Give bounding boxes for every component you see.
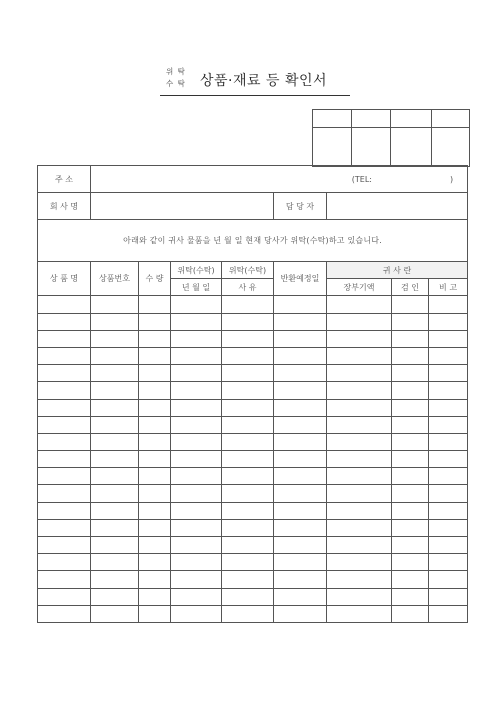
table-cell[interactable] — [392, 468, 429, 485]
table-cell[interactable] — [91, 537, 139, 554]
table-cell[interactable] — [91, 451, 139, 468]
table-cell[interactable] — [139, 451, 171, 468]
table-cell[interactable] — [429, 605, 468, 622]
table-cell[interactable] — [429, 537, 468, 554]
table-cell[interactable] — [222, 382, 274, 399]
table-cell[interactable] — [171, 588, 222, 605]
table-cell[interactable] — [429, 313, 468, 330]
table-cell[interactable] — [429, 330, 468, 347]
table-cell[interactable] — [91, 365, 139, 382]
table-cell[interactable] — [327, 296, 392, 313]
table-cell[interactable] — [38, 296, 91, 313]
table-cell[interactable] — [429, 554, 468, 571]
table-cell[interactable] — [38, 554, 91, 571]
address-label: 주 소 — [38, 166, 91, 193]
table-cell[interactable] — [171, 313, 222, 330]
table-cell[interactable] — [392, 365, 429, 382]
approval-sign-cell[interactable] — [391, 128, 432, 167]
table-cell[interactable] — [274, 519, 327, 536]
table-cell[interactable] — [171, 485, 222, 502]
table-cell[interactable] — [327, 382, 392, 399]
header-date-top: 위탁(수탁) — [171, 262, 222, 279]
table-cell[interactable] — [429, 519, 468, 536]
table-cell[interactable] — [392, 519, 429, 536]
table-cell[interactable] — [38, 605, 91, 622]
table-cell[interactable] — [91, 571, 139, 588]
table-cell[interactable] — [38, 485, 91, 502]
table-row — [38, 382, 468, 399]
table-cell[interactable] — [274, 347, 327, 364]
table-row — [38, 485, 468, 502]
header-ledger-value: 장부기액 — [327, 279, 392, 296]
declaration-text: 아래와 같이 귀사 물품을 년 월 일 현재 당사가 위탁(수탁)하고 있습니다. — [38, 220, 468, 262]
table-row — [38, 537, 468, 554]
table-cell[interactable] — [139, 485, 171, 502]
table-cell[interactable] — [38, 347, 91, 364]
table-cell[interactable] — [392, 296, 429, 313]
header-company-section: 귀 사 란 — [327, 262, 468, 279]
table-cell[interactable] — [429, 502, 468, 519]
company-row — [38, 193, 468, 220]
table-cell[interactable] — [91, 433, 139, 450]
table-cell[interactable] — [327, 347, 392, 364]
table-cell[interactable] — [392, 451, 429, 468]
table-cell[interactable] — [392, 502, 429, 519]
table-cell[interactable] — [38, 502, 91, 519]
table-cell[interactable] — [38, 365, 91, 382]
table-cell[interactable] — [139, 347, 171, 364]
table-row — [38, 330, 468, 347]
table-cell[interactable] — [139, 296, 171, 313]
table-cell[interactable] — [429, 382, 468, 399]
header-product-number: 상품번호 — [91, 262, 139, 296]
table-cell[interactable] — [222, 365, 274, 382]
table-cell[interactable] — [429, 399, 468, 416]
table-cell[interactable] — [327, 537, 392, 554]
table-body — [38, 296, 468, 623]
table-cell[interactable] — [91, 330, 139, 347]
table-cell[interactable] — [392, 313, 429, 330]
table-cell[interactable] — [274, 571, 327, 588]
table-cell[interactable] — [171, 468, 222, 485]
table-cell[interactable] — [38, 519, 91, 536]
contact-label: 담 당 자 — [274, 193, 327, 220]
header-row-1 — [38, 262, 468, 279]
table-cell[interactable] — [38, 399, 91, 416]
table-cell[interactable] — [327, 502, 392, 519]
header-return-date: 반환예정일 — [274, 262, 327, 296]
address-field[interactable] — [91, 166, 468, 193]
table-cell[interactable] — [222, 433, 274, 450]
table-cell[interactable] — [171, 330, 222, 347]
table-row — [38, 502, 468, 519]
table-cell[interactable] — [38, 537, 91, 554]
table-cell[interactable] — [392, 554, 429, 571]
table-cell[interactable] — [392, 382, 429, 399]
table-cell[interactable] — [91, 347, 139, 364]
table-cell[interactable] — [171, 519, 222, 536]
table-cell[interactable] — [38, 330, 91, 347]
title-stack-bottom: 수 탁 — [166, 79, 186, 88]
table-cell[interactable] — [222, 451, 274, 468]
table-cell[interactable] — [91, 519, 139, 536]
table-cell[interactable] — [327, 399, 392, 416]
table-cell[interactable] — [274, 313, 327, 330]
table-cell[interactable] — [274, 537, 327, 554]
table-cell[interactable] — [392, 433, 429, 450]
table-cell[interactable] — [139, 519, 171, 536]
table-cell[interactable] — [171, 537, 222, 554]
table-cell[interactable] — [327, 365, 392, 382]
table-cell[interactable] — [274, 485, 327, 502]
table-cell[interactable] — [274, 365, 327, 382]
table-cell[interactable] — [171, 433, 222, 450]
table-cell[interactable] — [222, 330, 274, 347]
approval-header-cell — [391, 110, 432, 128]
table-row — [38, 347, 468, 364]
table-cell[interactable] — [222, 502, 274, 519]
table-cell[interactable] — [222, 399, 274, 416]
table-cell[interactable] — [139, 365, 171, 382]
approval-header-row — [313, 110, 470, 128]
table-cell[interactable] — [274, 468, 327, 485]
table-row — [38, 296, 468, 313]
title-underline — [160, 95, 350, 96]
table-cell[interactable] — [222, 537, 274, 554]
table-cell[interactable] — [327, 519, 392, 536]
header-date-bottom: 년 월 일 — [171, 279, 222, 296]
table-cell[interactable] — [274, 502, 327, 519]
table-cell[interactable] — [327, 416, 392, 433]
table-cell[interactable] — [171, 451, 222, 468]
table-cell[interactable] — [222, 554, 274, 571]
table-cell[interactable] — [171, 416, 222, 433]
table-cell[interactable] — [91, 416, 139, 433]
table-cell[interactable] — [222, 485, 274, 502]
table-cell[interactable] — [429, 468, 468, 485]
tel-label: (TEL: — [351, 174, 372, 184]
table-cell[interactable] — [139, 571, 171, 588]
table-cell[interactable] — [392, 416, 429, 433]
table-cell[interactable] — [91, 468, 139, 485]
table-cell[interactable] — [38, 313, 91, 330]
approval-header-cell — [352, 110, 391, 128]
declaration-row — [38, 220, 468, 262]
table-cell[interactable] — [392, 537, 429, 554]
table-row — [38, 554, 468, 571]
header-quantity: 수 량 — [139, 262, 171, 296]
table-cell[interactable] — [171, 296, 222, 313]
table-cell[interactable] — [274, 296, 327, 313]
table-cell[interactable] — [429, 296, 468, 313]
table-cell[interactable] — [274, 451, 327, 468]
company-label: 회 사 명 — [38, 193, 91, 220]
table-cell[interactable] — [327, 554, 392, 571]
tel-close: ) — [449, 174, 454, 184]
table-row — [38, 433, 468, 450]
table-row — [38, 365, 468, 382]
table-cell[interactable] — [327, 588, 392, 605]
table-row — [38, 605, 468, 622]
table-cell[interactable] — [274, 605, 327, 622]
table-cell[interactable] — [171, 554, 222, 571]
table-cell[interactable] — [222, 313, 274, 330]
address-row — [38, 166, 468, 193]
table-cell[interactable] — [139, 554, 171, 571]
table-cell[interactable] — [91, 382, 139, 399]
table-cell[interactable] — [91, 502, 139, 519]
table-cell[interactable] — [38, 416, 91, 433]
approval-sign-row — [313, 128, 470, 167]
table-cell[interactable] — [38, 382, 91, 399]
table-cell[interactable] — [38, 433, 91, 450]
table-cell[interactable] — [38, 451, 91, 468]
table-cell[interactable] — [222, 296, 274, 313]
table-cell[interactable] — [274, 433, 327, 450]
table-cell[interactable] — [392, 571, 429, 588]
table-cell[interactable] — [139, 588, 171, 605]
table-cell[interactable] — [429, 588, 468, 605]
table-cell[interactable] — [139, 313, 171, 330]
table-cell[interactable] — [222, 416, 274, 433]
table-cell[interactable] — [429, 571, 468, 588]
approval-box — [312, 109, 470, 167]
table-row — [38, 451, 468, 468]
header-reason-top: 위탁(수탁) — [222, 262, 274, 279]
table-cell[interactable] — [327, 485, 392, 502]
table-cell[interactable] — [274, 330, 327, 347]
table-row — [38, 313, 468, 330]
header-check: 검 인 — [392, 279, 429, 296]
table-cell[interactable] — [171, 382, 222, 399]
table-cell[interactable] — [91, 605, 139, 622]
table-cell[interactable] — [91, 296, 139, 313]
table-cell[interactable] — [171, 571, 222, 588]
title-stack — [166, 66, 186, 90]
table-cell[interactable] — [91, 313, 139, 330]
table-row — [38, 571, 468, 588]
table-cell[interactable] — [392, 605, 429, 622]
table-cell[interactable] — [139, 382, 171, 399]
table-cell[interactable] — [139, 537, 171, 554]
table-cell[interactable] — [171, 502, 222, 519]
approval-header-cell — [432, 110, 470, 128]
table-cell[interactable] — [222, 468, 274, 485]
table-cell[interactable] — [38, 571, 91, 588]
table-cell[interactable] — [392, 399, 429, 416]
table-row — [38, 519, 468, 536]
table-cell[interactable] — [171, 605, 222, 622]
table-row — [38, 399, 468, 416]
table-cell[interactable] — [327, 605, 392, 622]
table-cell[interactable] — [139, 433, 171, 450]
table-cell[interactable] — [327, 330, 392, 347]
table-cell[interactable] — [274, 588, 327, 605]
table-cell[interactable] — [222, 605, 274, 622]
company-field[interactable] — [91, 193, 274, 220]
table-cell[interactable] — [222, 519, 274, 536]
table-cell[interactable] — [274, 399, 327, 416]
title-main: 상품·재료 등 확인서 — [200, 73, 328, 89]
header-product-name: 상 품 명 — [38, 262, 91, 296]
table-cell[interactable] — [274, 382, 327, 399]
table-cell[interactable] — [274, 416, 327, 433]
table-cell[interactable] — [139, 330, 171, 347]
table-cell[interactable] — [139, 468, 171, 485]
table-cell[interactable] — [222, 347, 274, 364]
table-row — [38, 416, 468, 433]
table-cell[interactable] — [222, 588, 274, 605]
table-cell[interactable] — [327, 571, 392, 588]
header-note: 비 고 — [429, 279, 468, 296]
approval-header-cell — [313, 110, 352, 128]
table-cell[interactable] — [171, 347, 222, 364]
contact-field[interactable] — [327, 193, 468, 220]
table-cell[interactable] — [429, 365, 468, 382]
table-cell[interactable] — [171, 365, 222, 382]
table-cell[interactable] — [38, 588, 91, 605]
table-cell[interactable] — [392, 330, 429, 347]
table-cell[interactable] — [429, 416, 468, 433]
table-cell[interactable] — [91, 588, 139, 605]
table-cell[interactable] — [91, 485, 139, 502]
table-cell[interactable] — [222, 571, 274, 588]
table-cell[interactable] — [327, 451, 392, 468]
table-cell[interactable] — [327, 468, 392, 485]
table-cell[interactable] — [139, 605, 171, 622]
table-cell[interactable] — [429, 433, 468, 450]
table-cell[interactable] — [91, 399, 139, 416]
table-cell[interactable] — [91, 554, 139, 571]
table-cell[interactable] — [327, 313, 392, 330]
table-cell[interactable] — [429, 485, 468, 502]
approval-sign-cell[interactable] — [432, 128, 470, 167]
confirmation-form — [37, 165, 468, 623]
table-cell[interactable] — [392, 485, 429, 502]
table-cell[interactable] — [392, 347, 429, 364]
table-row — [38, 468, 468, 485]
table-cell[interactable] — [429, 451, 468, 468]
table-cell[interactable] — [38, 468, 91, 485]
table-cell[interactable] — [139, 502, 171, 519]
document-title — [160, 62, 350, 96]
table-cell[interactable] — [139, 399, 171, 416]
table-cell[interactable] — [171, 399, 222, 416]
approval-sign-cell[interactable] — [352, 128, 391, 167]
table-cell[interactable] — [429, 347, 468, 364]
table-cell[interactable] — [392, 588, 429, 605]
header-reason-bottom: 사 유 — [222, 279, 274, 296]
table-cell[interactable] — [139, 416, 171, 433]
title-stack-top: 위 탁 — [166, 67, 186, 76]
approval-sign-cell[interactable] — [313, 128, 352, 167]
table-cell[interactable] — [274, 554, 327, 571]
table-cell[interactable] — [327, 433, 392, 450]
table-row — [38, 588, 468, 605]
